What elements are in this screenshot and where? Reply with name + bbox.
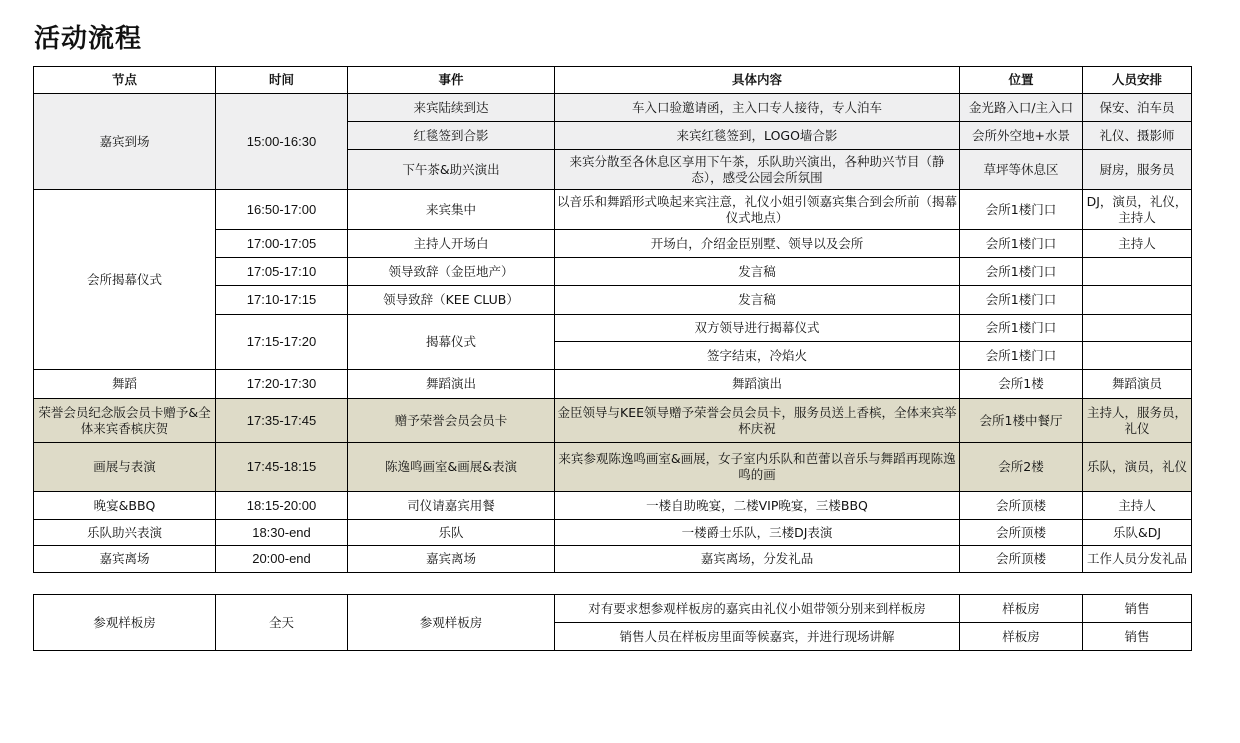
- event-cell: 赠予荣誉会员会员卡: [348, 399, 555, 443]
- table-row: [34, 520, 1192, 546]
- location-cell: 会所顶楼: [960, 492, 1083, 520]
- content-cell: 来宾参观陈逸鸣画室&画展，女子室内乐队和芭蕾以音乐与舞蹈再现陈逸鸣的画: [555, 443, 960, 492]
- table-row: [34, 399, 1192, 443]
- time-cell: 全天: [216, 595, 348, 651]
- staff-cell: 保安、泊车员: [1083, 94, 1192, 122]
- content-cell: 舞蹈演出: [555, 370, 960, 399]
- location-cell: 会所1楼: [960, 370, 1083, 399]
- node-cell: 嘉宾到场: [34, 94, 216, 190]
- staff-cell: [1083, 315, 1192, 342]
- content-cell: 开场白，介绍金臣别墅、领导以及会所: [555, 230, 960, 258]
- time-cell: 17:35-17:45: [216, 399, 348, 443]
- location-cell: 样板房: [960, 595, 1083, 623]
- time-cell: 17:20-17:30: [216, 370, 348, 399]
- event-cell: 领导致辞（KEE CLUB）: [348, 286, 555, 315]
- content-cell: 来宾红毯签到，LOGO墙合影: [555, 122, 960, 150]
- event-cell: 司仪请嘉宾用餐: [348, 492, 555, 520]
- staff-cell: DJ，演员，礼仪，主持人: [1083, 190, 1192, 230]
- content-cell: 金臣领导与KEE领导赠予荣誉会员会员卡，服务员送上香槟，全体来宾举杯庆祝: [555, 399, 960, 443]
- staff-cell: 厨房，服务员: [1083, 150, 1192, 190]
- content-cell: 销售人员在样板房里面等候嘉宾，并进行现场讲解: [555, 623, 960, 651]
- location-cell: 会所1楼门口: [960, 315, 1083, 342]
- location-cell: 会所1楼门口: [960, 342, 1083, 370]
- event-cell: 嘉宾离场: [348, 546, 555, 573]
- page-title: 活动流程: [34, 24, 143, 54]
- location-cell: 会所1楼门口: [960, 286, 1083, 315]
- staff-cell: 主持人: [1083, 230, 1192, 258]
- staff-cell: 乐队&DJ: [1083, 520, 1192, 546]
- visit-table: [33, 594, 1192, 651]
- node-cell: 舞蹈: [34, 370, 216, 399]
- content-cell: 双方领导进行揭幕仪式: [555, 315, 960, 342]
- table-row: [34, 595, 1192, 623]
- event-cell: 来宾集中: [348, 190, 555, 230]
- location-cell: 会所1楼门口: [960, 258, 1083, 286]
- table-row: [34, 443, 1192, 492]
- node-cell: 画展与表演: [34, 443, 216, 492]
- time-cell: 17:45-18:15: [216, 443, 348, 492]
- table-header-row: [34, 67, 1192, 94]
- location-cell: 会所2楼: [960, 443, 1083, 492]
- staff-cell: 销售: [1083, 623, 1192, 651]
- time-cell: 17:05-17:10: [216, 258, 348, 286]
- location-cell: 会所1楼门口: [960, 230, 1083, 258]
- table-row: [34, 492, 1192, 520]
- staff-cell: 主持人: [1083, 492, 1192, 520]
- staff-cell: 主持人，服务员，礼仪: [1083, 399, 1192, 443]
- content-cell: 对有要求想参观样板房的嘉宾由礼仪小姐带领分别来到样板房: [555, 595, 960, 623]
- time-cell: 17:00-17:05: [216, 230, 348, 258]
- location-cell: 金光路入口/主入口: [960, 94, 1083, 122]
- node-cell: 晚宴&BBQ: [34, 492, 216, 520]
- location-cell: 样板房: [960, 623, 1083, 651]
- node-cell: 嘉宾离场: [34, 546, 216, 573]
- staff-cell: 舞蹈演员: [1083, 370, 1192, 399]
- time-cell: 17:15-17:20: [216, 315, 348, 370]
- event-cell: 乐队: [348, 520, 555, 546]
- table-row: [34, 94, 1192, 122]
- content-cell: 发言稿: [555, 286, 960, 315]
- location-cell: 会所外空地+水景: [960, 122, 1083, 150]
- content-cell: 签字结束，冷焰火: [555, 342, 960, 370]
- header-staff: 人员安排: [1083, 67, 1192, 94]
- header-event: 事件: [348, 67, 555, 94]
- content-cell: 以音乐和舞蹈形式唤起来宾注意，礼仪小姐引领嘉宾集合到会所前（揭幕仪式地点）: [555, 190, 960, 230]
- content-cell: 一楼自助晚宴，二楼VIP晚宴，三楼BBQ: [555, 492, 960, 520]
- content-cell: 一楼爵士乐队，三楼DJ表演: [555, 520, 960, 546]
- content-cell: 来宾分散至各休息区享用下午茶，乐队助兴演出，各种助兴节目（静态），感受公园会所氛围: [555, 150, 960, 190]
- content-cell: 车入口验邀请函，主入口专人接待，专人泊车: [555, 94, 960, 122]
- staff-cell: 礼仪、摄影师: [1083, 122, 1192, 150]
- node-cell: 荣誉会员纪念版会员卡赠予&全体来宾香槟庆贺: [34, 399, 216, 443]
- event-cell: 来宾陆续到达: [348, 94, 555, 122]
- header-time: 时间: [216, 67, 348, 94]
- location-cell: 会所1楼门口: [960, 190, 1083, 230]
- event-cell: 参观样板房: [348, 595, 555, 651]
- table-row: [34, 370, 1192, 399]
- node-cell: 乐队助兴表演: [34, 520, 216, 546]
- location-cell: 会所顶楼: [960, 520, 1083, 546]
- header-location: 位置: [960, 67, 1083, 94]
- header-content: 具体内容: [555, 67, 960, 94]
- content-cell: 嘉宾离场，分发礼品: [555, 546, 960, 573]
- time-cell: 15:00-16:30: [216, 94, 348, 190]
- time-cell: 20:00-end: [216, 546, 348, 573]
- event-cell: 舞蹈演出: [348, 370, 555, 399]
- location-cell: 草坪等休息区: [960, 150, 1083, 190]
- time-cell: 18:30-end: [216, 520, 348, 546]
- staff-cell: [1083, 258, 1192, 286]
- time-cell: 16:50-17:00: [216, 190, 348, 230]
- time-cell: 18:15-20:00: [216, 492, 348, 520]
- event-cell: 领导致辞（金臣地产）: [348, 258, 555, 286]
- node-cell: 会所揭幕仪式: [34, 190, 216, 370]
- node-cell: 参观样板房: [34, 595, 216, 651]
- staff-cell: 乐队，演员，礼仪: [1083, 443, 1192, 492]
- staff-cell: [1083, 342, 1192, 370]
- event-cell: 陈逸鸣画室&画展&表演: [348, 443, 555, 492]
- table-row: [34, 190, 1192, 230]
- location-cell: 会所顶楼: [960, 546, 1083, 573]
- staff-cell: [1083, 286, 1192, 315]
- header-node: 节点: [34, 67, 216, 94]
- time-cell: 17:10-17:15: [216, 286, 348, 315]
- staff-cell: 销售: [1083, 595, 1192, 623]
- staff-cell: 工作人员分发礼品: [1083, 546, 1192, 573]
- event-cell: 主持人开场白: [348, 230, 555, 258]
- content-cell: 发言稿: [555, 258, 960, 286]
- schedule-table: [33, 66, 1192, 573]
- location-cell: 会所1楼中餐厅: [960, 399, 1083, 443]
- event-cell: 下午茶&助兴演出: [348, 150, 555, 190]
- event-cell: 红毯签到合影: [348, 122, 555, 150]
- table-row: [34, 546, 1192, 573]
- event-cell: 揭幕仪式: [348, 315, 555, 370]
